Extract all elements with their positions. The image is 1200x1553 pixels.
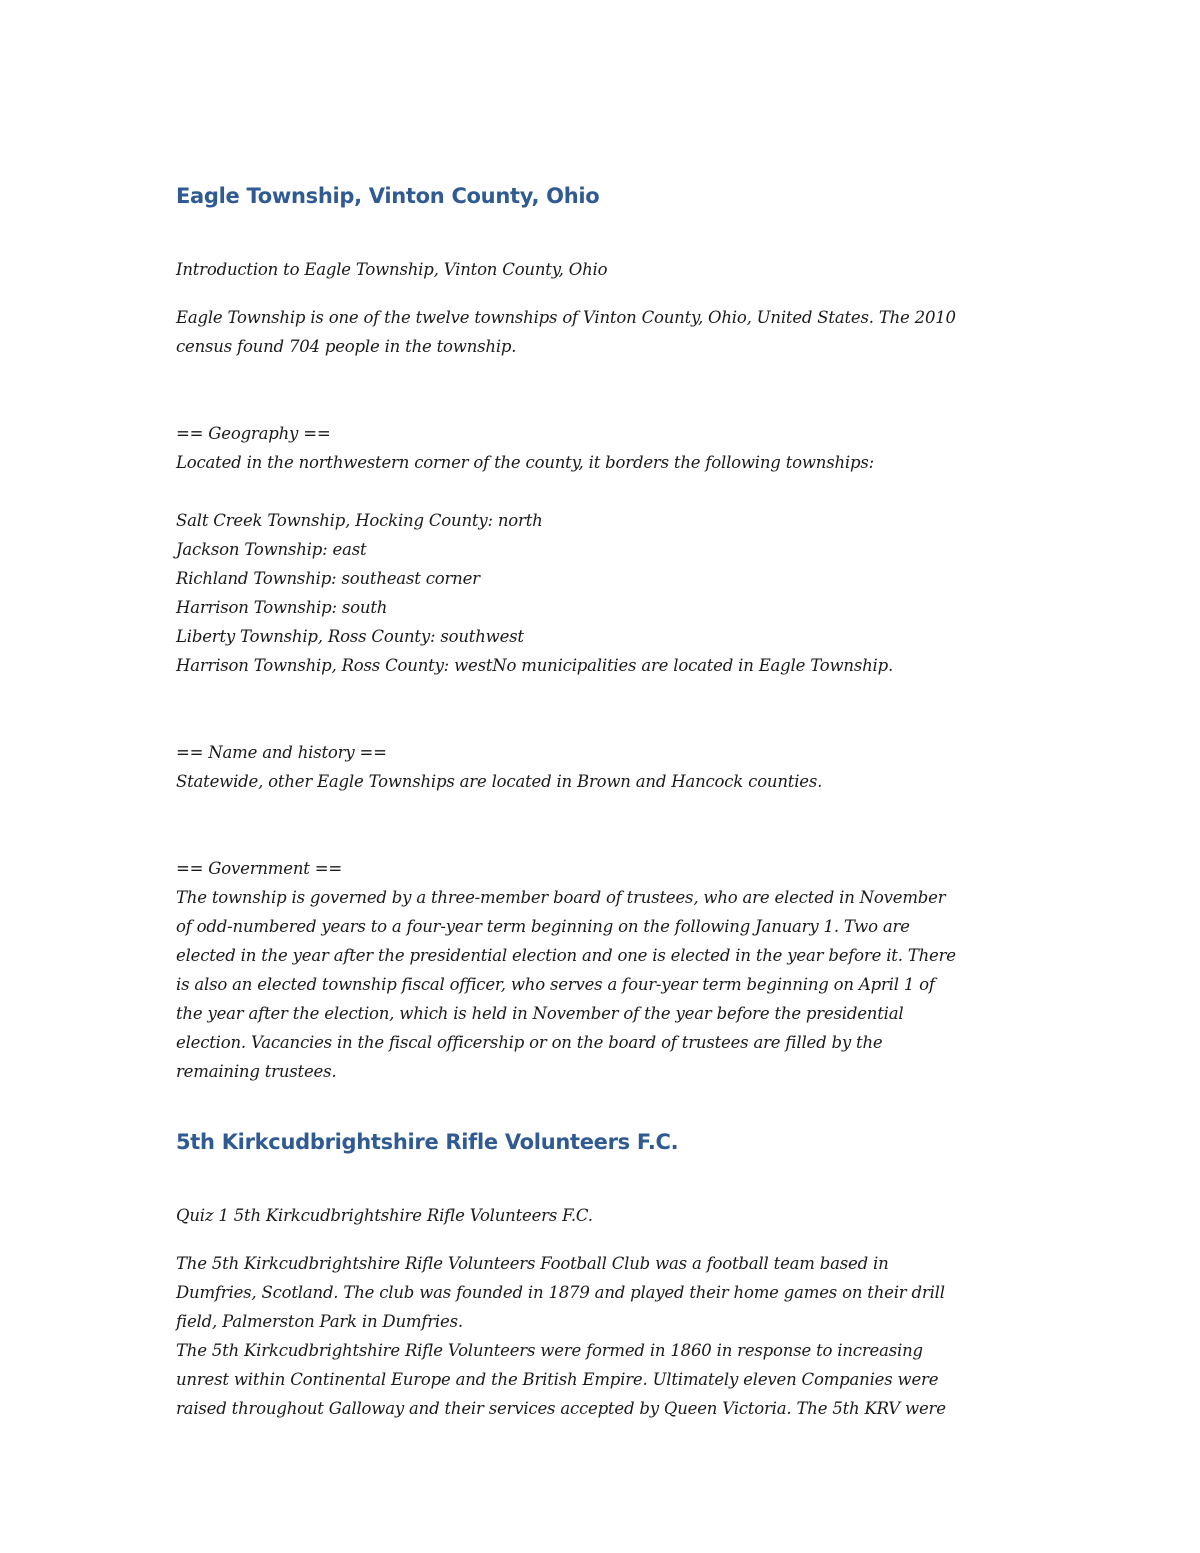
summary-paragraph: [176, 303, 1036, 361]
geography-section: [176, 419, 1036, 477]
government-line: elected in the year after the presidential election and one is elected in the year before it. There: [176, 946, 956, 965]
border-item: Harrison Township, Ross County: westNo municipalities are located in Eagle Township.: [176, 656, 894, 675]
government-section: [176, 854, 1036, 1086]
government-line: is also an elected township fiscal officer, who serves a four-year term beginning on April 1 of: [176, 975, 935, 994]
quiz-line: [176, 1201, 1036, 1230]
border-item: Richland Township: southeast corner: [176, 569, 480, 588]
border-item: Liberty Township, Ross County: southwest: [176, 627, 524, 646]
intro-line: [176, 255, 1036, 284]
club-paragraph: [176, 1249, 1036, 1423]
border-item: Harrison Township: south: [176, 598, 388, 617]
government-line: the year after the election, which is held in November of the year before the presidential: [176, 1004, 904, 1023]
quiz-text: Quiz 1 5th Kirkcudbrightshire Rifle Volunteers F.C.: [176, 1206, 593, 1225]
borders-list: [176, 506, 1036, 680]
club-line: unrest within Continental Europe and the British Empire. Ultimately eleven Companies were: [176, 1370, 939, 1389]
government-heading: == Government ==: [176, 859, 342, 878]
club-line: The 5th Kirkcudbrightshire Rifle Volunteers were formed in 1860 in response to increasing: [176, 1341, 923, 1360]
government-line: The township is governed by a three-member board of trustees, who are elected in November: [176, 888, 946, 907]
club-line: Dumfries, Scotland. The club was founded in 1879 and played their home games on their drill: [176, 1283, 945, 1302]
article-title-kirkcudbrightshire: 5th Kirkcudbrightshire Rifle Volunteers F.C.: [176, 1130, 679, 1154]
government-line: of odd-numbered years to a four-year term beginning on the following January 1. Two are: [176, 917, 910, 936]
government-line: remaining trustees.: [176, 1062, 337, 1081]
geography-lead: Located in the northwestern corner of the county, it borders the following townships:: [176, 453, 874, 472]
club-line: The 5th Kirkcudbrightshire Rifle Volunteers Football Club was a football team based in: [176, 1254, 889, 1273]
border-item: Salt Creek Township, Hocking County: north: [176, 511, 543, 530]
club-line: field, Palmerston Park in Dumfries.: [176, 1312, 463, 1331]
history-text: Statewide, other Eagle Townships are located in Brown and Hancock counties.: [176, 772, 823, 791]
document-content: [176, 176, 1036, 1423]
summary-line: Eagle Township is one of the twelve townships of Vinton County, Ohio, United States. The 2010: [176, 308, 956, 327]
history-section: [176, 738, 1036, 796]
geography-heading: == Geography ==: [176, 424, 331, 443]
article-title-eagle-township: Eagle Township, Vinton County, Ohio: [176, 184, 600, 208]
history-heading: == Name and history ==: [176, 743, 387, 762]
club-line: raised throughout Galloway and their services accepted by Queen Victoria. The 5th KRV were: [176, 1399, 946, 1418]
government-line: election. Vacancies in the fiscal officership or on the board of trustees are filled by the: [176, 1033, 883, 1052]
border-item: Jackson Township: east: [176, 540, 367, 559]
intro-text: Introduction to Eagle Township, Vinton County, Ohio: [176, 260, 608, 279]
summary-line: census found 704 people in the township.: [176, 337, 517, 356]
